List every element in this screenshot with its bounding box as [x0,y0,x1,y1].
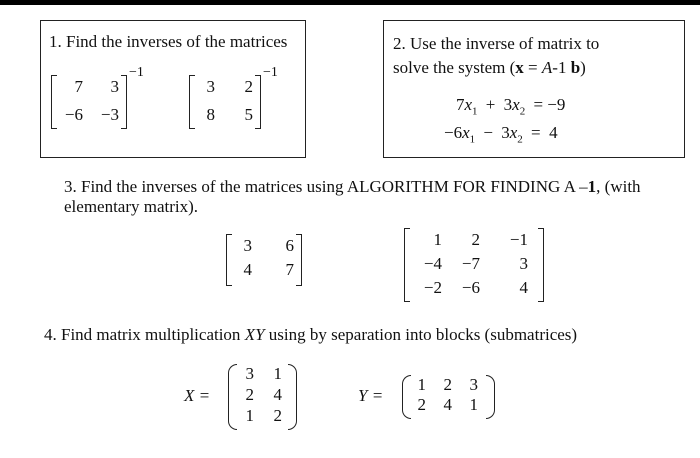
question-2-line-2: solve the system (x = A-1 b) [393,58,586,77]
right-paren [288,364,297,430]
question-1-box [40,20,306,158]
matrix-cell: 3 [243,236,252,255]
matrix-cell: 1 [433,230,442,249]
right-bracket [538,228,544,302]
matrix-cell: 1 [417,375,426,394]
matrix-cell: 1 [245,406,254,425]
matrix-cell: 4 [243,260,252,279]
matrix-cell: −6 [64,105,83,124]
matrix-cell: 3 [519,254,528,273]
matrix-cell: −1 [509,230,528,249]
matrix-cell: 4 [273,385,282,404]
matrix-cell: 1 [469,395,478,414]
matrix-cell: −7 [461,254,480,273]
left-bracket [51,75,57,129]
matrix-cell: 3 [110,77,119,96]
matrix-cell: 6 [285,236,294,255]
matrix-cell: 5 [244,105,253,124]
right-paren [486,375,495,419]
matrix-cell: 2 [417,395,426,414]
inverse-exponent: −1 [263,65,278,80]
matrix-cell: 3 [245,364,254,383]
inverse-exponent: −1 [129,65,144,80]
matrix-cell: 2 [273,406,282,425]
matrix-cell: 8 [206,105,215,124]
matrix-cell: 3 [469,375,478,394]
matrix-cell: −4 [423,254,442,273]
matrix-cell: −3 [100,105,119,124]
right-bracket [121,75,127,129]
right-bracket [296,234,302,286]
system-equation-1: $7x_1 + 3x_2 = -9$ [456,95,566,118]
matrix-cell: −2 [423,278,442,297]
left-bracket [404,228,410,302]
right-bracket [255,75,261,129]
question-3-line-2: elementary matrix). [64,197,199,216]
matrix-cell: 1 [273,364,282,383]
y-label: Y = [358,386,384,405]
matrix-cell: 4 [519,278,528,297]
question-3-line-1: 3. Find the inverses of the matrices using ALGORITHM FOR FINDING A –1, (with [64,177,641,196]
system-equation-2: $-6x_1 - 3x_2 = 4$ [444,123,558,146]
question-2-line-1: 2. Use the inverse of matrix to [393,34,600,53]
matrix-cell: 4 [443,395,452,414]
matrix-cell: 2 [245,385,254,404]
x-label: X = [184,386,211,405]
matrix-cell: 3 [206,77,215,96]
matrix-cell: 2 [244,77,253,96]
question-4-text: 4. Find matrix multiplication XY using by separation into blocks (submatrices) [44,325,578,344]
question-2-box [383,20,685,158]
question-1-title: 1. Find the inverses of the matrices [49,32,288,51]
matrix-cell: −6 [461,278,480,297]
matrix-cell: 7 [285,260,294,279]
top-border-bar [0,0,700,5]
matrix-cell: 2 [443,375,452,394]
matrix-cell: 7 [74,77,83,96]
matrix-cell: 2 [471,230,480,249]
